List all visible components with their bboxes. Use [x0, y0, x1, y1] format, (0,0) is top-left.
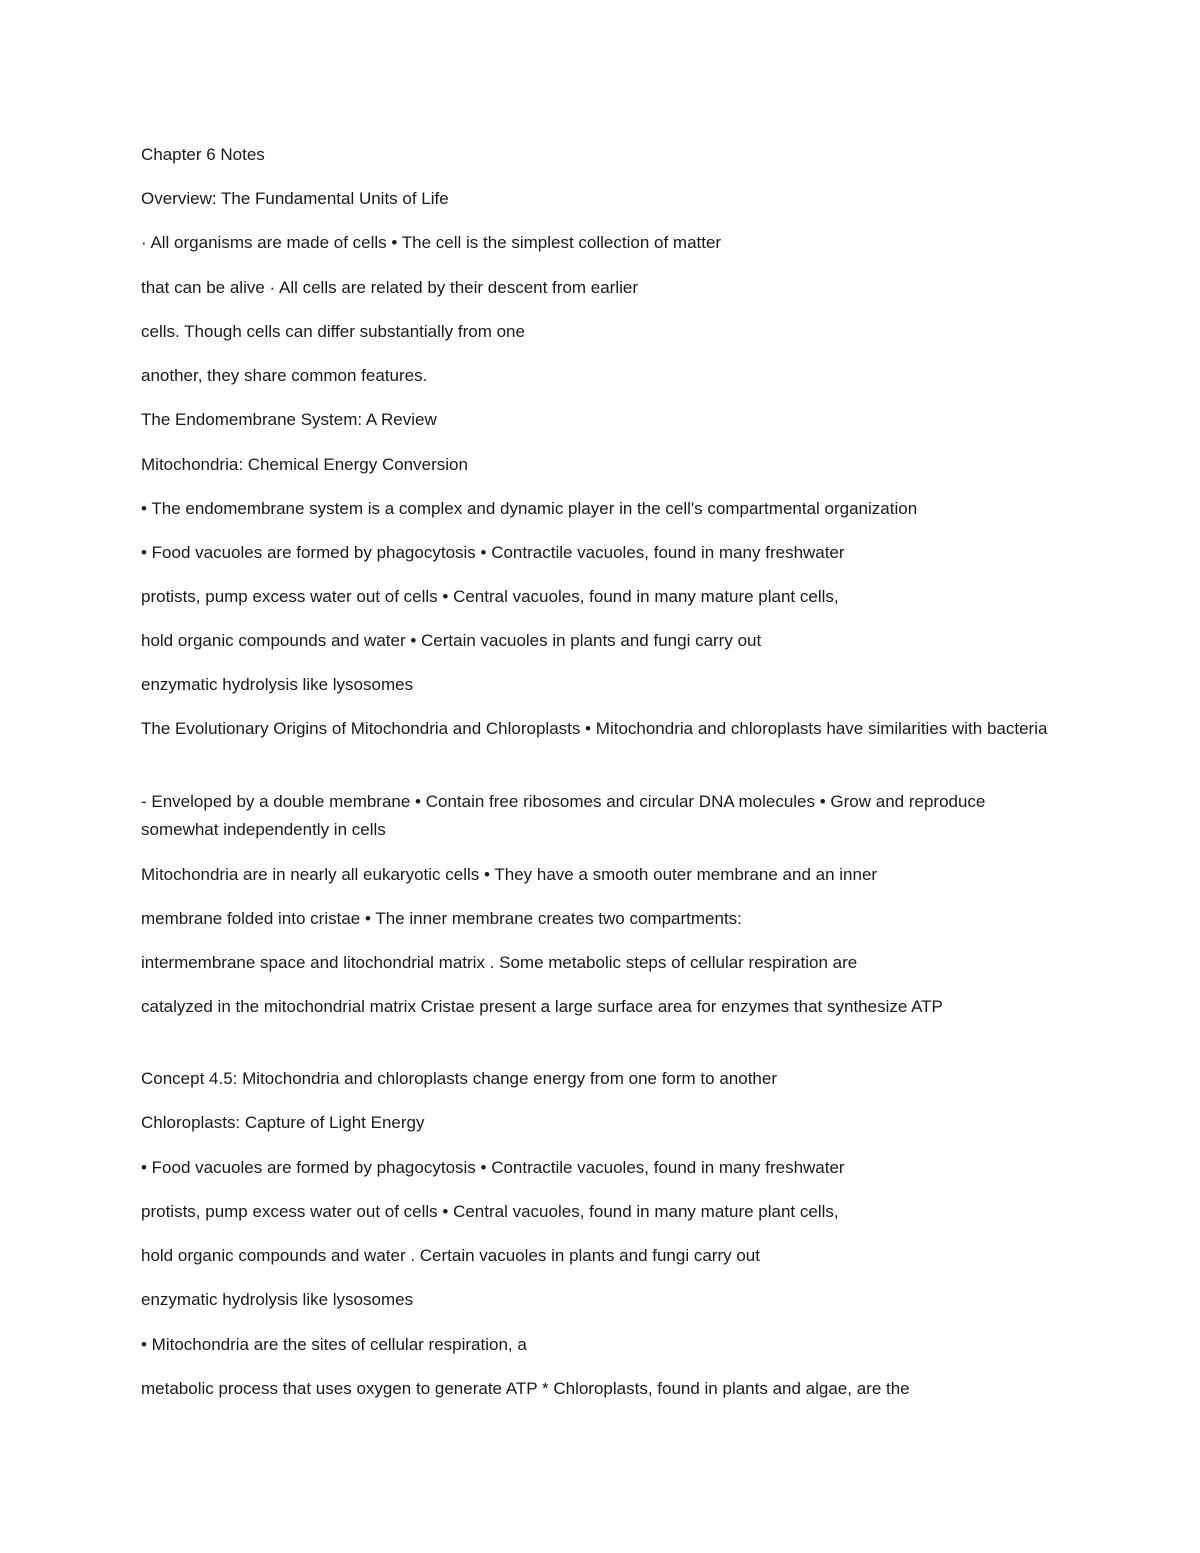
paragraph: · All organisms are made of cells • The cell is the simplest collection of matter [141, 233, 722, 252]
paragraph: • Mitochondria are the sites of cellular respiration, a [141, 1335, 527, 1354]
paragraph: catalyzed in the mitochondrial matrix Cristae present a large surface area for enzymes that synthesize ATP [141, 997, 943, 1016]
paragraph: - Enveloped by a double membrane • Contain free ribosomes and circular DNA molecules • Grow and reproduce somewhat independently in cells [141, 792, 986, 839]
section-heading: Chloroplasts: Capture of Light Energy [141, 1113, 425, 1132]
paragraph: intermembrane space and litochondrial matrix . Some metabolic steps of cellular respiration are [141, 953, 858, 972]
paragraph: • Food vacuoles are formed by phagocytosis • Contractile vacuoles, found in many freshwater [141, 543, 845, 562]
paragraph: another, they share common features. [141, 366, 428, 385]
paragraph: • Food vacuoles are formed by phagocytosis • Contractile vacuoles, found in many freshwater [141, 1158, 845, 1177]
paragraph: Overview: The Fundamental Units of Life [141, 189, 449, 208]
document-title: Chapter 6 Notes [141, 145, 265, 164]
paragraph: hold organic compounds and water • Certain vacuoles in plants and fungi carry out [141, 631, 762, 650]
paragraph: protists, pump excess water out of cells • Central vacuoles, found in many mature plant cells, [141, 1202, 839, 1221]
paragraph: Mitochondria are in nearly all eukaryotic cells • They have a smooth outer membrane and an inner [141, 865, 878, 884]
paragraph: The Evolutionary Origins of Mitochondria and Chloroplasts • Mitochondria and chloroplasts have similarities with bacteria [141, 719, 1048, 738]
paragraph: membrane folded into cristae • The inner membrane creates two compartments: [141, 909, 742, 928]
paragraph: cells. Though cells can differ substantially from one [141, 322, 525, 341]
paragraph: enzymatic hydrolysis like lysosomes [141, 1290, 414, 1309]
paragraph: hold organic compounds and water . Certain vacuoles in plants and fungi carry out [141, 1246, 760, 1265]
paragraph: metabolic process that uses oxygen to generate ATP * Chloroplasts, found in plants and algae, are the [141, 1379, 910, 1398]
paragraph: that can be alive · All cells are related by their descent from earlier [141, 278, 639, 297]
paragraph: enzymatic hydrolysis like lysosomes [141, 675, 414, 694]
paragraph: protists, pump excess water out of cells • Central vacuoles, found in many mature plant cells, [141, 587, 839, 606]
section-heading: Mitochondria: Chemical Energy Conversion [141, 455, 468, 474]
section-heading: The Endomembrane System: A Review [141, 410, 437, 429]
paragraph: • The endomembrane system is a complex and dynamic player in the cell's compartmental organization [141, 499, 918, 518]
paragraph: Concept 4.5: Mitochondria and chloroplasts change energy from one form to another [141, 1069, 777, 1088]
